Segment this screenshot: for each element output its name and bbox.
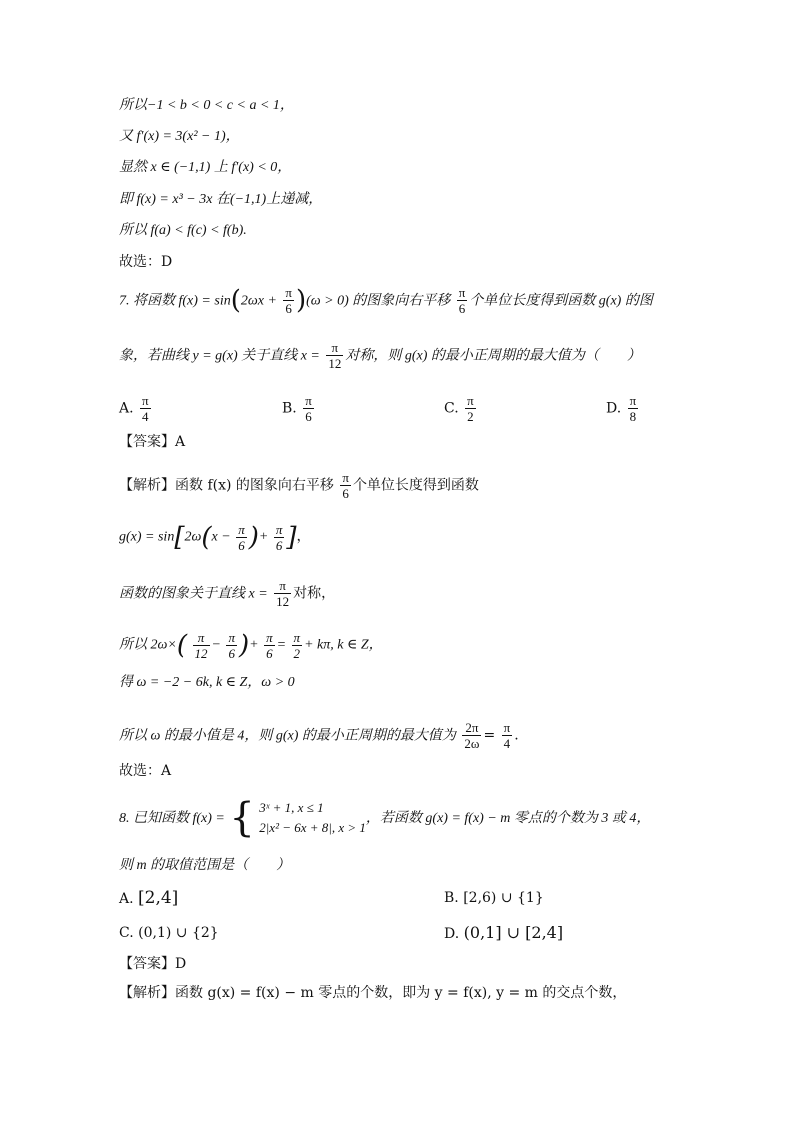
option-7-c[interactable]: C. $\frac{\pi}{2}$ bbox=[444, 393, 474, 424]
analysis-7-line-1: 【解析】函数 f(x) 的图象向右平移 $\frac{\pi}{6}$ 个单位长度得到函数 bbox=[119, 470, 479, 501]
analysis-8-line-1: 【解析】函数 g(x) = f(x) − m 零点的个数，即为 y = f(x), y = m 的交点个数， bbox=[119, 985, 627, 1001]
option-7-d[interactable]: D. $\frac{\pi}{8}$ bbox=[606, 393, 637, 424]
analysis-7-line-5: 得 ω = −2 − 6k, k ∈ Z，ω > 0 bbox=[119, 675, 295, 690]
option-7-b[interactable]: B. $\frac{\pi}{6}$ bbox=[282, 393, 312, 424]
question-8-line-2: 则 m 的取值范围是（ ） bbox=[119, 858, 291, 873]
solution-line-1: 所以−1 < b < 0 < c < a < 1， bbox=[119, 98, 294, 113]
option-8-a[interactable]: A. [2,4] bbox=[119, 888, 179, 908]
solution-line-5: 所以 f(a) < f(c) < f(b). bbox=[119, 223, 247, 238]
analysis-7-line-6: 所以 ω 的最小值是 4，则 g(x) 的最小正周期的最大值为 $\frac{2\pi}{2\omega}$ = $\frac{\pi}{4}$ . bbox=[119, 720, 519, 751]
choice-result-6: 故选：D bbox=[119, 254, 173, 270]
option-8-d[interactable]: D. (0,1] ∪ [2,4] bbox=[444, 923, 564, 942]
fraction-pi-12: $\frac{\pi}{12}$ bbox=[328, 340, 342, 371]
analysis-7-line-4: 所以 2ω×( $\frac{\pi}{12}$ − $\frac{\pi}{6}$ )+ $\frac{\pi}{6}$ = $\frac{\pi}{2}$ + kπ, k ∈ Z， bbox=[119, 630, 383, 661]
option-8-b[interactable]: B. [2,6) ∪ {1} bbox=[444, 890, 544, 906]
answer-7: 【答案】A bbox=[119, 434, 186, 450]
solution-line-2: 又 f′(x) = 3(x² − 1)， bbox=[119, 129, 240, 144]
analysis-7-line-2: g(x) = sin[2ω(x − $\frac{\pi}{6}$ )+ $\frac{\pi}{6}$ ]， bbox=[119, 522, 311, 553]
option-8-c[interactable]: C. (0,1) ∪ {2} bbox=[119, 925, 219, 941]
analysis-7-line-3: 函数的图象关于直线 x = $\frac{\pi}{12}$ 对称， bbox=[119, 578, 336, 609]
solution-line-4: 即 f(x) = x³ − 3x 在(−1,1)上递减， bbox=[119, 192, 323, 207]
question-7-line-1: 7. 将函数 f(x) = sin(2ωx + $\frac{\pi}{6}$ )(ω > 0) 的图象向右平移 $\frac{\pi}{6}$ 个单位长度得到函数 g(x) 的图 bbox=[119, 285, 653, 316]
option-7-a[interactable]: A. $\frac{\pi}{4}$ bbox=[119, 393, 149, 424]
answer-8: 【答案】D bbox=[119, 956, 187, 972]
choice-result-7: 故选：A bbox=[119, 763, 172, 779]
piecewise-cases: 3ˣ + 1, x ≤ 1 2|x² − 6x + 8|, x > 1 bbox=[259, 800, 366, 835]
solution-line-3: 显然 x ∈ (−1,1) 上 f′(x) < 0， bbox=[119, 160, 292, 175]
question-8-line-1: 8. 已知函数 f(x) = { 3ˣ + 1, x ≤ 1 2|x² − 6x + 8|, x > 1 ，若函数 g(x) = f(x) − m 零点的个数为 3 或 4， bbox=[119, 795, 651, 841]
fraction-pi-6: $\frac{\pi}{6}$ bbox=[285, 285, 292, 316]
question-7-line-2: 象，若曲线 y = g(x) 关于直线 x = $\frac{\pi}{12}$ 对称，则 g(x) 的最小正周期的最大值为（ ） bbox=[119, 340, 641, 371]
fraction-pi-6: $\frac{\pi}{6}$ bbox=[458, 285, 466, 316]
fraction-pi-6: $\frac{\pi}{6}$ bbox=[342, 470, 349, 501]
